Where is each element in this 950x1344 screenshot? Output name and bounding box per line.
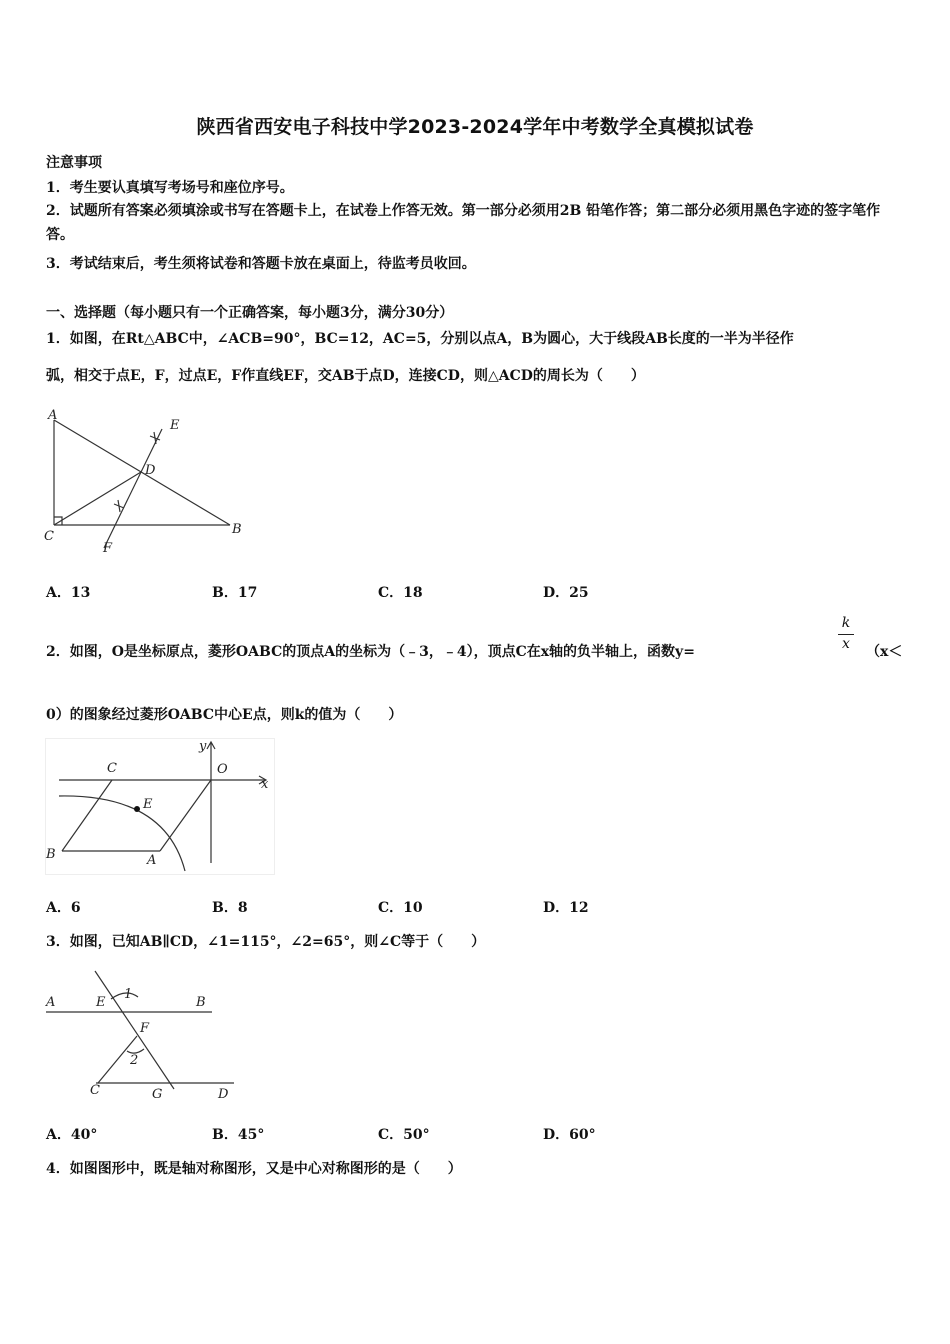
q1-option-c: C．18 (378, 585, 423, 601)
page-title: 陕西省西安电子科技中学2023-2024学年中考数学全真模拟试卷 (196, 116, 754, 138)
q3-option-a: A．40° (46, 1127, 98, 1143)
q2-label-b: B (46, 847, 56, 862)
notice-heading: 注意事项 (46, 155, 102, 171)
q2-label-x: x (261, 777, 269, 792)
q1-label-e: E (170, 418, 180, 433)
q2-fraction (837, 615, 855, 654)
notice-item-1: 1．考生要认真填写考场号和座位序号。 (46, 180, 294, 196)
q2-fraction-bar (838, 634, 854, 635)
q3-label-g: G (152, 1087, 163, 1102)
notice-item-3: 3．考试结束后，考生须将试卷和答题卡放在桌面上，待监考员收回。 (46, 256, 476, 272)
q3-option-c: C．50° (378, 1127, 430, 1143)
q2-figure (45, 738, 277, 876)
q2-line-2: 0）的图象经过菱形OABC中心E点，则k的值为（ ） (46, 707, 403, 723)
q1-option-a: A．13 (46, 585, 91, 601)
q2-label-o: O (217, 762, 228, 777)
q3-label-d: D (218, 1087, 229, 1102)
q1-label-c: C (44, 529, 54, 544)
q2-line-1-tail: （x＜ (866, 644, 903, 660)
q3-option-b: B．45° (212, 1127, 265, 1143)
q1-line-1: 1．如图，在Rt△ABC中，∠ACB=90°，BC=12，AC=5，分别以点A，B为圆心，大于线段AB长度的一半为半径作 (46, 331, 794, 347)
q2-label-y: y (199, 739, 207, 754)
q2-label-c: C (107, 761, 117, 776)
q2-option-a: A．6 (46, 900, 81, 916)
q1-option-d: D．25 (543, 585, 589, 601)
q1-figure (40, 405, 255, 560)
q3-figure (40, 966, 240, 1106)
q3-label-f: F (140, 1021, 150, 1036)
q1-line-2: 弧，相交于点E，F，过点E，F作直线EF，交AB于点D，连接CD，则△ACD的周长为（ ） (46, 368, 645, 384)
q1-label-a: A (48, 408, 58, 423)
q2-label-e: E (143, 797, 153, 812)
q3-label-e: E (96, 995, 106, 1010)
q2-fraction-numerator: k (841, 615, 851, 631)
q2-option-c: C．10 (378, 900, 423, 916)
q2-fraction-denominator: x (842, 636, 850, 652)
q3-line-1: 3．如图，已知AB∥CD，∠1=115°，∠2=65°，则∠C等于（ ） (46, 934, 486, 950)
q1-option-b: B．17 (212, 585, 258, 601)
q3-label-1: 1 (124, 987, 133, 1002)
q2-label-a: A (147, 853, 157, 868)
q2-option-d: D．12 (543, 900, 589, 916)
q2-line-1: 2．如图，O是坐标原点，菱形OABC的顶点A的坐标为（﹣3，﹣4），顶点C在x轴的负半轴上，函数y= (46, 644, 695, 660)
q3-option-d: D．60° (543, 1127, 596, 1143)
q4-line-1: 4．如图图形中，既是轴对称图形，又是中心对称图形的是（ ） (46, 1161, 462, 1177)
q3-label-c: C (90, 1083, 100, 1098)
q3-label-b: B (196, 995, 206, 1010)
q1-label-d: D (145, 463, 156, 478)
q1-label-b: B (232, 522, 242, 537)
q1-label-f: F (103, 541, 113, 556)
section-heading: 一、选择题（每小题只有一个正确答案，每小题3分，满分30分） (46, 305, 454, 321)
notice-item-2: 2．试题所有答案必须填涂或书写在答题卡上，在试卷上作答无效。第一部分必须用2B 铅笔作答；第二部分必须用黑色字迹的签字笔作答。 (46, 203, 881, 243)
q3-label-2: 2 (130, 1053, 139, 1068)
q3-label-a: A (46, 995, 56, 1010)
q2-option-b: B．8 (212, 900, 248, 916)
